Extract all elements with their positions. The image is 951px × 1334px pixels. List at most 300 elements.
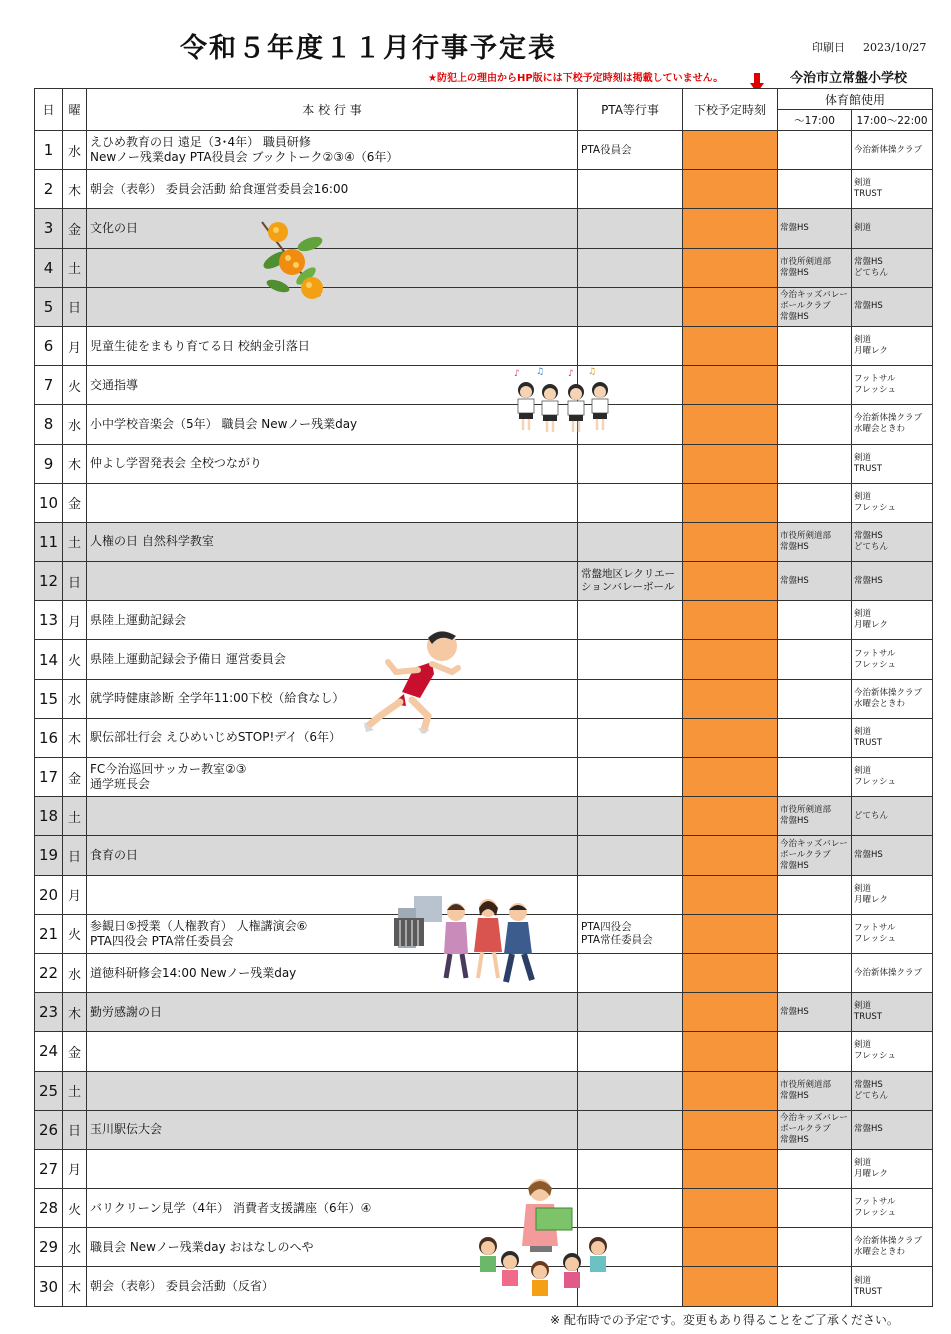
weekday-cell: 水 [63, 405, 87, 444]
gym-line: フレッシュ [854, 1208, 896, 1219]
gym-early-cell [778, 131, 852, 170]
gym-line: どてちん [854, 267, 889, 278]
day-number: 30 [35, 1267, 63, 1306]
event-line: 仲よし学習発表会 全校つながり [90, 456, 262, 471]
gym-early-cell [778, 170, 852, 209]
school-events-cell [87, 483, 578, 522]
gym-line: 剣道 [854, 222, 872, 233]
gym-late-cell [852, 718, 933, 757]
gym-line: 剣道 [854, 1001, 872, 1012]
school-events-cell [87, 836, 578, 875]
pta-events-cell [578, 522, 683, 561]
gym-late-cell [852, 562, 933, 601]
gym-early-cell [778, 405, 852, 444]
event-line: 児童生徒をまもり育てる日 校納金引落日 [90, 338, 310, 353]
school-events-cell [87, 366, 578, 405]
gym-line: 水曜会ときわ [854, 698, 906, 709]
pta-events-cell [578, 1032, 683, 1071]
dismissal-time-cell [683, 483, 778, 522]
gym-early-cell [778, 366, 852, 405]
print-date-label: 印刷日 [812, 41, 845, 54]
school-name: 今治市立常盤小学校 [790, 71, 908, 86]
gym-line: フレッシュ [854, 659, 896, 670]
school-events-cell [87, 326, 578, 365]
weekday-cell: 木 [63, 718, 87, 757]
gym-line: 常盤HS [854, 301, 883, 312]
dismissal-time-cell [683, 836, 778, 875]
pta-line: PTA常任委員会 [581, 933, 653, 946]
col-header-weekday: 曜 [63, 89, 87, 131]
gym-early-cell [778, 640, 852, 679]
day-number: 13 [35, 601, 63, 640]
gym-line: 剣道 [854, 452, 872, 463]
weekday-cell: 木 [63, 993, 87, 1032]
pta-events-cell [578, 679, 683, 718]
weekday-cell: 木 [63, 170, 87, 209]
gym-line: 市役所剣道部 [780, 530, 832, 541]
dismissal-time-cell [683, 875, 778, 914]
weekday-cell: 木 [63, 1267, 87, 1306]
gym-line: 常盤HS [780, 312, 809, 323]
table-row [35, 1110, 933, 1149]
gym-line: 常盤HS [854, 575, 883, 586]
table-row [35, 1032, 933, 1071]
dismissal-time-cell [683, 131, 778, 170]
dismissal-time-cell [683, 718, 778, 757]
weekday-cell: 金 [63, 758, 87, 797]
col-header-gym: 体育館使用 [778, 89, 933, 110]
table-row [35, 209, 933, 248]
day-number: 8 [35, 405, 63, 444]
event-line: 県陸上運動記録会 [90, 612, 187, 627]
gym-line: 常盤HS [780, 1006, 809, 1017]
event-line: 玉川駅伝大会 [90, 1122, 163, 1137]
storytime-illustration [476, 1176, 612, 1298]
pta-events-cell [578, 287, 683, 326]
dismissal-time-cell [683, 758, 778, 797]
gym-late-cell [852, 1228, 933, 1267]
schedule-table [34, 88, 933, 1307]
dismissal-time-cell [683, 914, 778, 953]
col-header-dismissal: 下校予定時刻 [683, 89, 778, 131]
pta-events-cell [578, 444, 683, 483]
dismissal-time-cell [683, 1189, 778, 1228]
school-events-cell [87, 1071, 578, 1110]
gym-line: 剣道 [854, 883, 872, 894]
pta-events-cell [578, 326, 683, 365]
gym-late-cell [852, 875, 933, 914]
school-events-cell [87, 797, 578, 836]
table-row [35, 326, 933, 365]
pta-events-cell [578, 718, 683, 757]
gym-late-cell [852, 366, 933, 405]
dismissal-time-cell [683, 170, 778, 209]
weekday-cell: 水 [63, 131, 87, 170]
dismissal-time-cell [683, 326, 778, 365]
gym-line: 今治新体操クラブ [854, 1236, 923, 1247]
gym-line: 今治新体操クラブ [854, 413, 923, 424]
gym-late-cell [852, 797, 933, 836]
gym-late-cell [852, 248, 933, 287]
day-number: 5 [35, 287, 63, 326]
day-number: 16 [35, 718, 63, 757]
dismissal-time-cell [683, 797, 778, 836]
gym-early-cell [778, 483, 852, 522]
gym-line: 今治新体操クラブ [854, 967, 923, 978]
gym-line: TRUST [854, 1012, 882, 1023]
table-row [35, 718, 933, 757]
gym-line: 今治新体操クラブ [854, 144, 923, 155]
gym-line: TRUST [854, 1286, 882, 1297]
gym-late-cell [852, 679, 933, 718]
gym-early-cell [778, 953, 852, 992]
weekday-cell: 土 [63, 1071, 87, 1110]
gym-line: 水曜会ときわ [854, 424, 906, 435]
event-line: 参観日⑤授業（人権教育） 人権講演会⑥ [90, 918, 308, 933]
day-number: 2 [35, 170, 63, 209]
event-line: PTA四役会 PTA常任委員会 [90, 933, 234, 948]
gym-line: フレッシュ [854, 1051, 896, 1062]
weekday-cell: 金 [63, 209, 87, 248]
gym-line: TRUST [854, 463, 882, 474]
gym-line: どてちん [854, 541, 889, 552]
parents-walking-illustration [392, 892, 544, 988]
gym-late-cell [852, 444, 933, 483]
event-line: 朝会（表彰） 委員会活動 給食運営委員会16:00 [90, 181, 349, 196]
day-number: 10 [35, 483, 63, 522]
gym-line: 市役所剣道部 [780, 256, 832, 267]
gym-early-cell [778, 718, 852, 757]
gym-late-cell [852, 1032, 933, 1071]
gym-early-cell [778, 993, 852, 1032]
day-number: 1 [35, 131, 63, 170]
school-events-cell [87, 131, 578, 170]
gym-line: 市役所剣道部 [780, 1079, 832, 1090]
dismissal-time-cell [683, 562, 778, 601]
pta-events-cell [578, 562, 683, 601]
gym-late-cell [852, 170, 933, 209]
gym-line: フットサル [854, 1197, 896, 1208]
gym-line: 常盤HS [854, 256, 883, 267]
dismissal-time-cell [683, 1110, 778, 1149]
table-row [35, 758, 933, 797]
gym-early-cell [778, 562, 852, 601]
school-events-cell [87, 444, 578, 483]
weekday-cell: 金 [63, 1032, 87, 1071]
gym-early-cell [778, 248, 852, 287]
svg-text:♪: ♪ [514, 369, 520, 379]
day-number: 29 [35, 1228, 63, 1267]
gym-early-cell [778, 209, 852, 248]
event-line: 交通指導 [90, 377, 139, 392]
gym-line: 常盤HS [780, 222, 809, 233]
day-number: 18 [35, 797, 63, 836]
gym-early-cell [778, 1110, 852, 1149]
gym-line: 常盤HS [854, 1079, 883, 1090]
table-row [35, 562, 933, 601]
gym-early-cell [778, 1267, 852, 1306]
day-number: 27 [35, 1149, 63, 1188]
day-number: 28 [35, 1189, 63, 1228]
weekday-cell: 日 [63, 562, 87, 601]
gym-early-cell [778, 797, 852, 836]
weekday-cell: 土 [63, 797, 87, 836]
event-line: 就学時健康診断 全学年11:00下校（給食なし） [90, 691, 345, 706]
col-header-gym-late: 17:00～22:00 [852, 110, 933, 131]
gym-late-cell [852, 405, 933, 444]
table-row [35, 366, 933, 405]
day-number: 15 [35, 679, 63, 718]
print-date-value: 2023/10/27 [863, 41, 927, 54]
gym-early-cell [778, 914, 852, 953]
weekday-cell: 土 [63, 522, 87, 561]
event-line: えひめ教育の日 遠足（3･4年） 職員研修 [90, 135, 311, 150]
table-row [35, 287, 933, 326]
gym-early-cell [778, 1149, 852, 1188]
gym-late-cell [852, 131, 933, 170]
event-line: 人権の日 自然科学教室 [90, 534, 214, 549]
dismissal-time-cell [683, 679, 778, 718]
col-header-pta: PTA等行事 [578, 89, 683, 131]
svg-text:♫: ♫ [536, 367, 545, 377]
gym-late-cell [852, 758, 933, 797]
gym-line: 常盤HS [854, 530, 883, 541]
col-header-day: 日 [35, 89, 63, 131]
gym-line: 剣道 [854, 491, 872, 502]
table-row [35, 1071, 933, 1110]
dismissal-time-cell [683, 522, 778, 561]
gym-line: 今治キッズバレー [780, 838, 848, 849]
dismissal-time-cell [683, 1228, 778, 1267]
gym-line: フットサル [854, 922, 896, 933]
dismissal-time-cell [683, 287, 778, 326]
school-events-cell [87, 1032, 578, 1071]
gym-line: 剣道 [854, 726, 872, 737]
school-events-cell [87, 209, 578, 248]
gym-line: 常盤HS [780, 541, 809, 552]
gym-line: 月曜レク [854, 620, 888, 631]
gym-late-cell [852, 209, 933, 248]
gym-line: 剣道 [854, 335, 872, 346]
security-notice: ★防犯上の理由からHP版には下校予定時刻は掲載していません。 [428, 73, 724, 84]
gym-late-cell [852, 1149, 933, 1188]
dismissal-time-cell [683, 248, 778, 287]
runner-illustration [362, 626, 466, 734]
school-events-cell [87, 993, 578, 1032]
school-events-cell [87, 287, 578, 326]
day-number: 4 [35, 248, 63, 287]
gym-late-cell [852, 326, 933, 365]
day-number: 20 [35, 875, 63, 914]
gym-line: フットサル [854, 374, 896, 385]
gym-late-cell [852, 914, 933, 953]
day-number: 11 [35, 522, 63, 561]
table-row [35, 601, 933, 640]
gym-line: ボールクラブ [780, 1124, 831, 1135]
dismissal-time-cell [683, 366, 778, 405]
gym-early-cell [778, 1228, 852, 1267]
schedule-rows [35, 131, 933, 1307]
school-events-cell [87, 522, 578, 561]
dismissal-time-cell [683, 405, 778, 444]
pta-events-cell [578, 797, 683, 836]
gym-line: 今治新体操クラブ [854, 687, 923, 698]
gym-late-cell [852, 953, 933, 992]
gym-early-cell [778, 287, 852, 326]
gym-line: フレッシュ [854, 502, 896, 513]
dismissal-time-cell [683, 444, 778, 483]
weekday-cell: 火 [63, 366, 87, 405]
pta-events-cell [578, 209, 683, 248]
dismissal-time-cell [683, 640, 778, 679]
weekday-cell: 土 [63, 248, 87, 287]
event-line: 職員会 Newノー残業day おはなしのへや [90, 1239, 314, 1254]
event-line: 駅伝部壮行会 えひめいじめSTOP!デイ（6年） [90, 730, 342, 745]
school-events-cell [87, 562, 578, 601]
day-number: 22 [35, 953, 63, 992]
table-row [35, 993, 933, 1032]
dismissal-time-cell [683, 1032, 778, 1071]
gym-line: 市役所剣道部 [780, 805, 832, 816]
gym-line: どてちん [854, 810, 889, 821]
gym-line: 常盤HS [854, 1124, 883, 1135]
gym-late-cell [852, 836, 933, 875]
gym-late-cell [852, 483, 933, 522]
weekday-cell: 金 [63, 483, 87, 522]
gym-line: TRUST [854, 737, 882, 748]
gym-early-cell [778, 875, 852, 914]
pta-line: PTA四役会 [581, 920, 632, 933]
gym-line: 今治キッズバレー [780, 1113, 848, 1124]
event-line: 道徳科研修会14:00 Newノー残業day [90, 965, 297, 980]
event-line: 文化の日 [90, 220, 139, 235]
dismissal-time-cell [683, 1267, 778, 1306]
gym-line: 常盤HS [780, 1090, 809, 1101]
gym-late-cell [852, 1189, 933, 1228]
gym-line: フットサル [854, 648, 896, 659]
gym-early-cell [778, 326, 852, 365]
gym-line: 常盤HS [780, 1135, 809, 1146]
gym-line: 常盤HS [780, 816, 809, 827]
weekday-cell: 月 [63, 601, 87, 640]
event-line: FC今治巡回サッカー教室②③ [90, 762, 247, 777]
gym-late-cell [852, 1071, 933, 1110]
pta-events-cell [578, 248, 683, 287]
table-row [35, 248, 933, 287]
day-number: 21 [35, 914, 63, 953]
svg-text:♪: ♪ [568, 369, 574, 379]
gym-late-cell [852, 640, 933, 679]
weekday-cell: 日 [63, 836, 87, 875]
table-row [35, 640, 933, 679]
gym-line: 月曜レク [854, 1168, 888, 1179]
weekday-cell: 月 [63, 326, 87, 365]
footer-note: ※ 配布時での予定です。変更もあり得ることをご了承ください。 [550, 1313, 899, 1327]
gym-late-cell [852, 1267, 933, 1306]
pta-events-cell [578, 131, 683, 170]
weekday-cell: 木 [63, 444, 87, 483]
gym-late-cell [852, 1110, 933, 1149]
school-events-cell [87, 405, 578, 444]
gym-line: ボールクラブ [780, 301, 831, 312]
day-number: 14 [35, 640, 63, 679]
col-header-events: 本 校 行 事 [87, 89, 578, 131]
day-number: 3 [35, 209, 63, 248]
day-number: 23 [35, 993, 63, 1032]
gym-line: どてちん [854, 1090, 889, 1101]
school-events-cell [87, 758, 578, 797]
gym-line: 今治キッズバレー [780, 290, 848, 301]
dismissal-time-cell [683, 209, 778, 248]
weekday-cell: 水 [63, 679, 87, 718]
gym-line: 剣道 [854, 1040, 872, 1051]
flower-branch-illustration [258, 218, 330, 304]
gym-late-cell [852, 601, 933, 640]
weekday-cell: 月 [63, 1149, 87, 1188]
gym-early-cell [778, 1189, 852, 1228]
event-line: 朝会（表彰） 委員会活動（反省） [90, 1279, 274, 1294]
pta-events-cell [578, 914, 683, 953]
gym-early-cell [778, 1071, 852, 1110]
pta-events-cell [578, 483, 683, 522]
gym-line: フレッシュ [854, 933, 896, 944]
gym-line: 剣道 [854, 609, 872, 620]
weekday-cell: 火 [63, 914, 87, 953]
day-number: 24 [35, 1032, 63, 1071]
day-number: 26 [35, 1110, 63, 1149]
day-number: 6 [35, 326, 63, 365]
gym-line: 月曜レク [854, 894, 888, 905]
gym-line: 常盤HS [854, 849, 883, 860]
day-number: 7 [35, 366, 63, 405]
pta-events-cell [578, 875, 683, 914]
gym-early-cell [778, 679, 852, 718]
gym-line: 剣道 [854, 1275, 872, 1286]
pta-line: 常盤地区レクリエー [581, 568, 676, 581]
school-events-cell [87, 601, 578, 640]
day-number: 17 [35, 758, 63, 797]
gym-line: 剣道 [854, 178, 872, 189]
pta-events-cell [578, 758, 683, 797]
gym-line: 剣道 [854, 766, 872, 777]
dismissal-time-cell [683, 1149, 778, 1188]
gym-early-cell [778, 836, 852, 875]
weekday-cell: 日 [63, 1110, 87, 1149]
gym-line: 常盤HS [780, 575, 809, 586]
gym-line: 水曜会ときわ [854, 1247, 906, 1258]
gym-late-cell [852, 287, 933, 326]
gym-line: 常盤HS [780, 860, 809, 871]
event-line: 小中学校音楽会（5年） 職員会 Newノー残業day [90, 416, 358, 431]
day-number: 9 [35, 444, 63, 483]
pta-events-cell [578, 170, 683, 209]
pta-line: PTA役員会 [581, 143, 632, 156]
event-line: Newノー残業day PTA役員会 ブックトーク②③④（6年） [90, 150, 399, 165]
pta-events-cell [578, 1071, 683, 1110]
day-number: 25 [35, 1071, 63, 1110]
table-row [35, 170, 933, 209]
day-number: 12 [35, 562, 63, 601]
dismissal-time-cell [683, 993, 778, 1032]
weekday-cell: 日 [63, 287, 87, 326]
weekday-cell: 水 [63, 1228, 87, 1267]
dismissal-time-cell [683, 1071, 778, 1110]
school-events-cell [87, 679, 578, 718]
dismissal-time-cell [683, 601, 778, 640]
dismissal-time-cell [683, 953, 778, 992]
school-events-cell [87, 640, 578, 679]
pta-events-cell [578, 836, 683, 875]
